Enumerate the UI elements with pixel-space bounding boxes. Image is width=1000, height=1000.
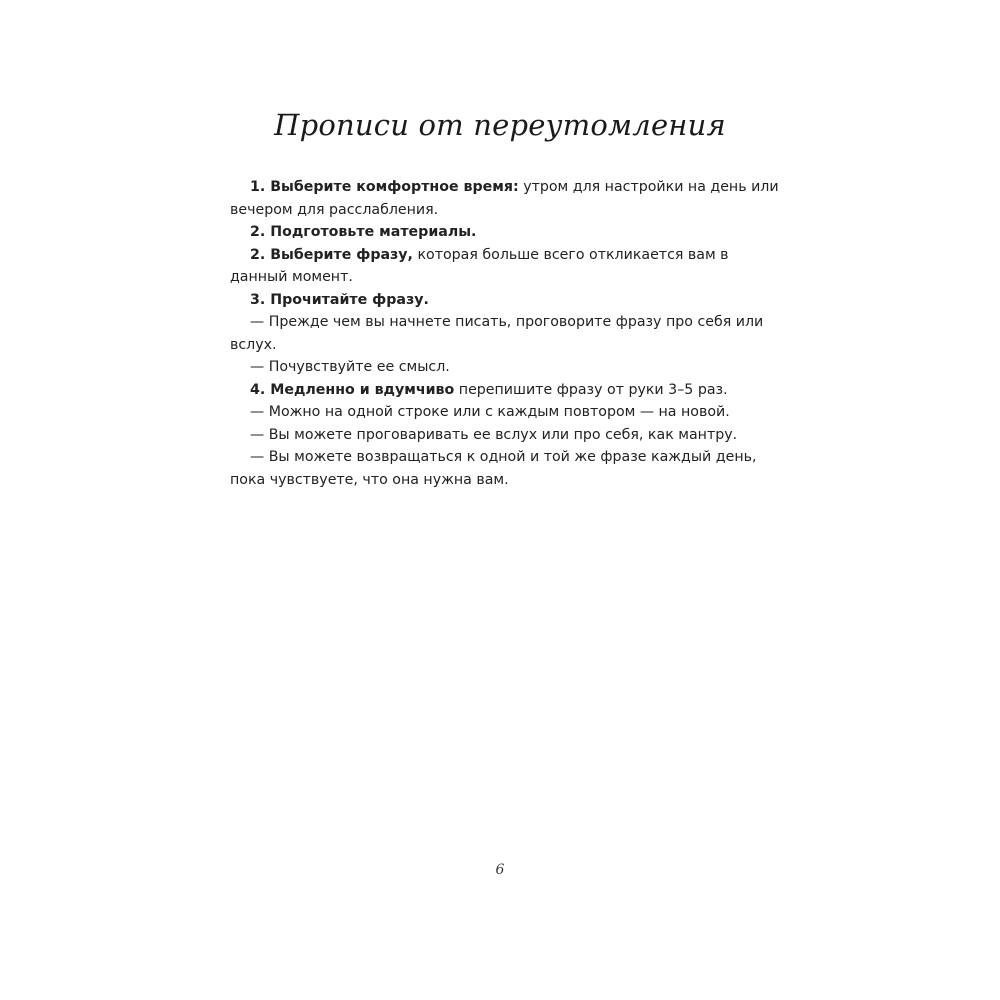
paragraph-bold-text: 2. Подготовьте материалы. [250, 224, 477, 240]
paragraph-text: перепишите фразу от руки 3–5 раз. [454, 381, 728, 398]
paragraph-dash-item [230, 356, 790, 379]
page-title: Прописи от переутомления [274, 108, 726, 142]
paragraph-bold-text: 3. Прочитайте фразу. [250, 291, 429, 308]
paragraph-dash-item [230, 401, 790, 424]
paragraph-text: которая больше всего откликается вам в данный момент. [230, 246, 729, 285]
paragraph-dash-item [230, 424, 790, 447]
paragraph-dash-item [230, 446, 790, 491]
paragraph-text: — Вы можете проговаривать ее вслух или про себя, как мантру. [250, 426, 738, 443]
page-number: 6 [495, 862, 505, 878]
paragraph-text: — Прежде чем вы начнете писать, проговорите фразу про себя или вслух. [230, 314, 764, 353]
paragraph-text: — Можно на одной строке или с каждым повтором — на новой. [250, 404, 730, 420]
paragraph-bold-text: 4. Медленно и вдумчиво [250, 381, 455, 398]
paragraph-text: — Вы можете возвращаться к одной и той же фразе каждый день, пока чувствуете, что она нужна вам. [230, 449, 757, 488]
paragraph-step-1 [230, 176, 790, 221]
paragraph-text: — Почувствуйте ее смысл. [250, 359, 450, 375]
paragraph-step-3 [230, 289, 790, 312]
paragraph-text: утром для настройки на день или вечером для расслабления. [230, 179, 779, 218]
instructions-body [230, 176, 790, 491]
paragraph-step-2-phrase [230, 244, 790, 289]
paragraph-step-2-materials [230, 221, 790, 244]
paragraph-dash-item [230, 311, 790, 356]
paragraph-bold-text: 1. Выберите комфортное время: [250, 179, 519, 195]
paragraph-step-4 [230, 379, 790, 402]
paragraph-bold-text: 2. Выберите фразу, [250, 246, 413, 263]
